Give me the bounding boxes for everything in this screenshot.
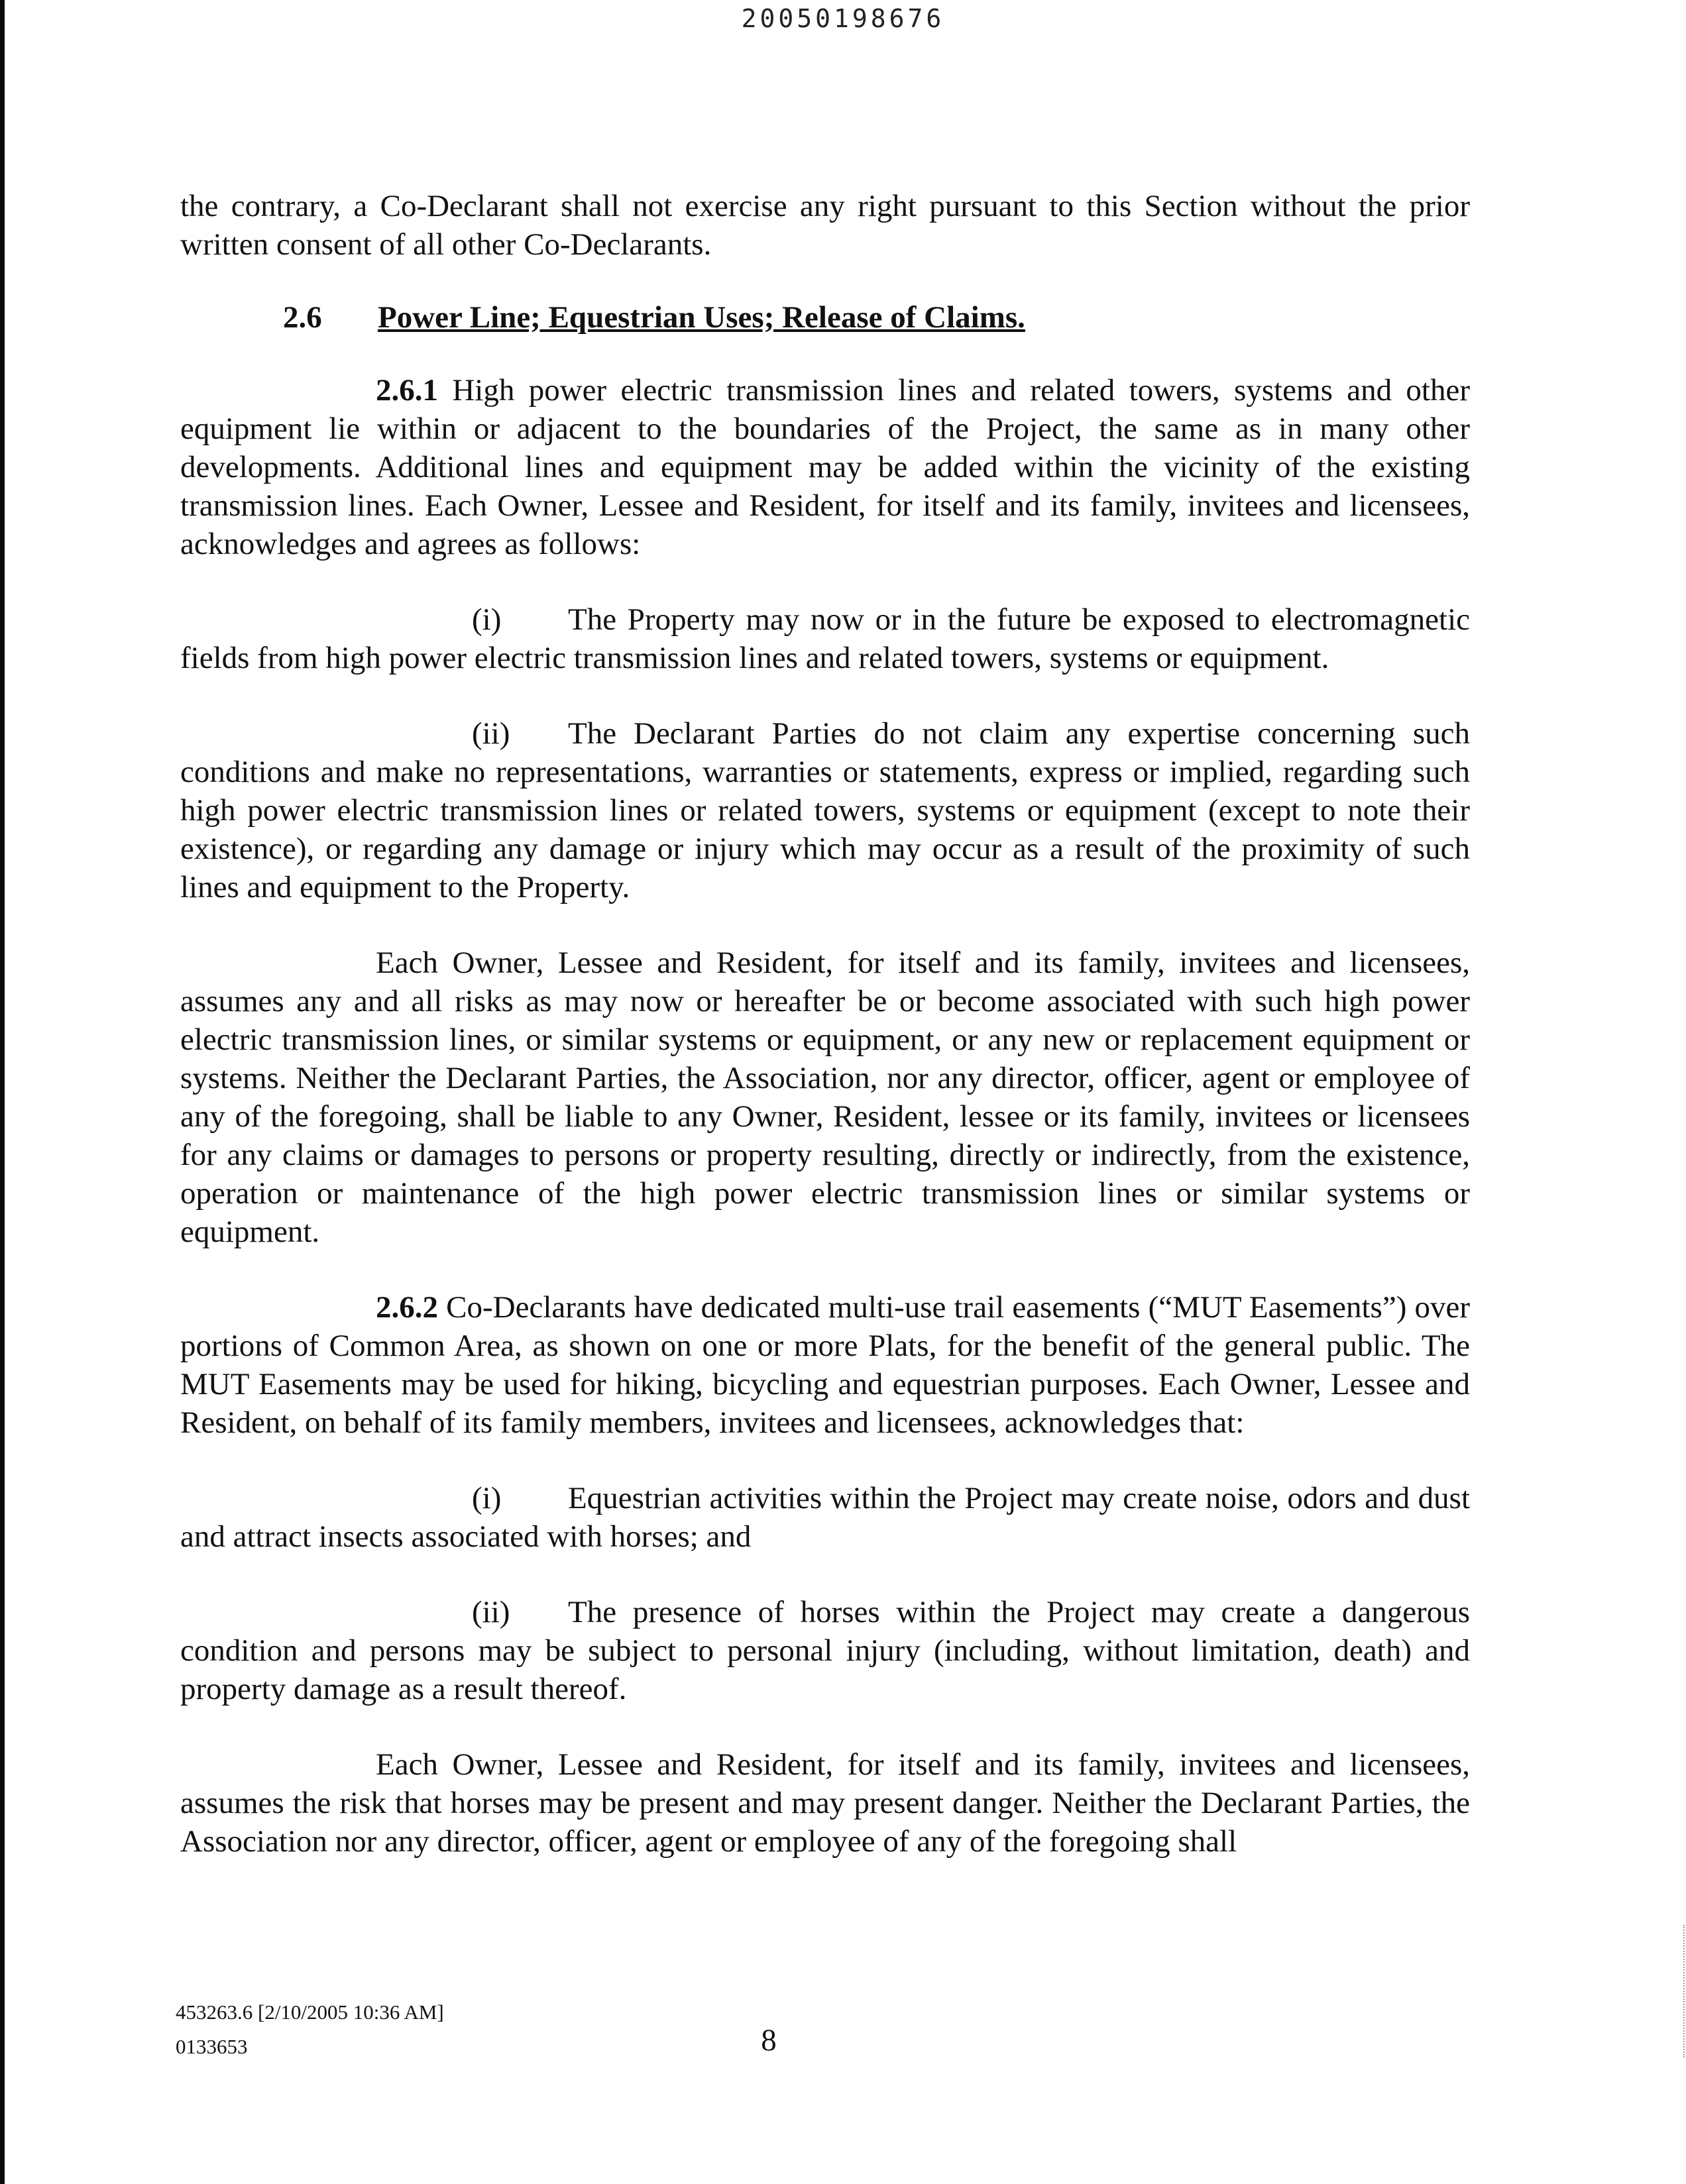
section-heading-2-6 — [180, 298, 1470, 337]
item-label: (ii) — [472, 1595, 510, 1629]
paragraph-2-6-1 — [180, 371, 1470, 563]
page-body — [180, 187, 1470, 1861]
list-item — [180, 1479, 1470, 1556]
list-item — [180, 714, 1470, 906]
item-text: Equestrian activities within the Project may create noise, odors and dust and attract insects associated with horses; and — [180, 1481, 1470, 1554]
page-number: 8 — [761, 2023, 777, 2057]
scan-artifact — [1683, 1925, 1686, 2057]
item-text: The Property may now or in the future be exposed to electromagnetic fields from high power electric transmission lines and related towers, systems or equipment. — [180, 602, 1470, 675]
item-text: The Declarant Parties do not claim any expertise concerning such conditions and make no representations, warranties or statements, express or implied, regarding such high power electric transmission lines or related towers, systems or equipment (except to note their existence), or regarding any damage or injury which may occur as a result of the proximity of such lines and equipment to the Property. — [180, 716, 1470, 904]
subsection-text: High power electric transmission lines and related towers, systems and other equipment lie within or adjacent to the boundaries of the Project, the same as in many other developments. Additional lines and equipment may be added within the vicinity of the existing transmission lines. Each Owner, Lessee and Resident, for itself and its family, invitees and licensees, acknowledges and agrees as follows: — [180, 373, 1471, 561]
release-paragraph: Each Owner, Lessee and Resident, for itself and its family, invitees and licensees, assumes the risk that horses may be present and may present danger. Neither the Declarant Parties, the Association nor any director, officer, agent or employee of any of the foregoing shall — [180, 1747, 1470, 1859]
file-reference: 453263.6 [2/10/2005 10:36 AM] — [176, 2000, 444, 2024]
item-label: (i) — [472, 602, 502, 637]
subsection-text: Co-Declarants have dedicated multi-use trail easements (“MUT Easements”) over portions of Common Area, as shown on one or more Plats, for the benefit of the general public. The MUT Easements may be used for hiking, bicycling and equestrian purposes. Each Owner, Lessee and Resident, on behalf of its family members, invitees and licensees, acknowledges that: — [180, 1290, 1471, 1440]
footer-reference — [176, 1995, 444, 2064]
section-title: Power Line; Equestrian Uses; Release of Claims. — [378, 300, 1025, 335]
item-label: (i) — [472, 1481, 502, 1515]
client-reference: 0133653 — [176, 2035, 248, 2058]
paragraph-2-6-2 — [180, 1288, 1470, 1442]
subsection-number: 2.6.1 — [376, 373, 438, 408]
subsection-number: 2.6.2 — [376, 1290, 438, 1325]
section-number: 2.6 — [283, 300, 322, 335]
item-text: The presence of horses within the Project may create a dangerous condition and persons may be subject to personal injury (including, without limitation, death) and property damage as a result thereof. — [180, 1595, 1470, 1706]
scan-edge — [0, 0, 5, 2184]
list-item — [180, 600, 1470, 677]
item-label: (ii) — [472, 716, 510, 751]
document-number: 20050198676 — [741, 4, 945, 33]
release-paragraph: Each Owner, Lessee and Resident, for itself and its family, invitees and licensees, assumes any and all risks as may now or hereafter be or become associated with such high power electric transmission lines, or similar systems or equipment, or any new or replacement equipment or systems. Neither the Declarant Parties, the Association, nor any director, officer, agent or employee of any of the foregoing, shall be liable to any Owner, Resident, lessee or its family, invitees or licensees for any claims or damages to persons or property resulting, directly or indirectly, from the existence, operation or maintenance of the high power electric transmission lines or similar systems or equipment. — [180, 946, 1470, 1249]
carryover-paragraph: the contrary, a Co-Declarant shall not exercise any right pursuant to this Section without the prior written consent of all other Co-Declarants. — [180, 189, 1470, 262]
list-item — [180, 1593, 1470, 1708]
